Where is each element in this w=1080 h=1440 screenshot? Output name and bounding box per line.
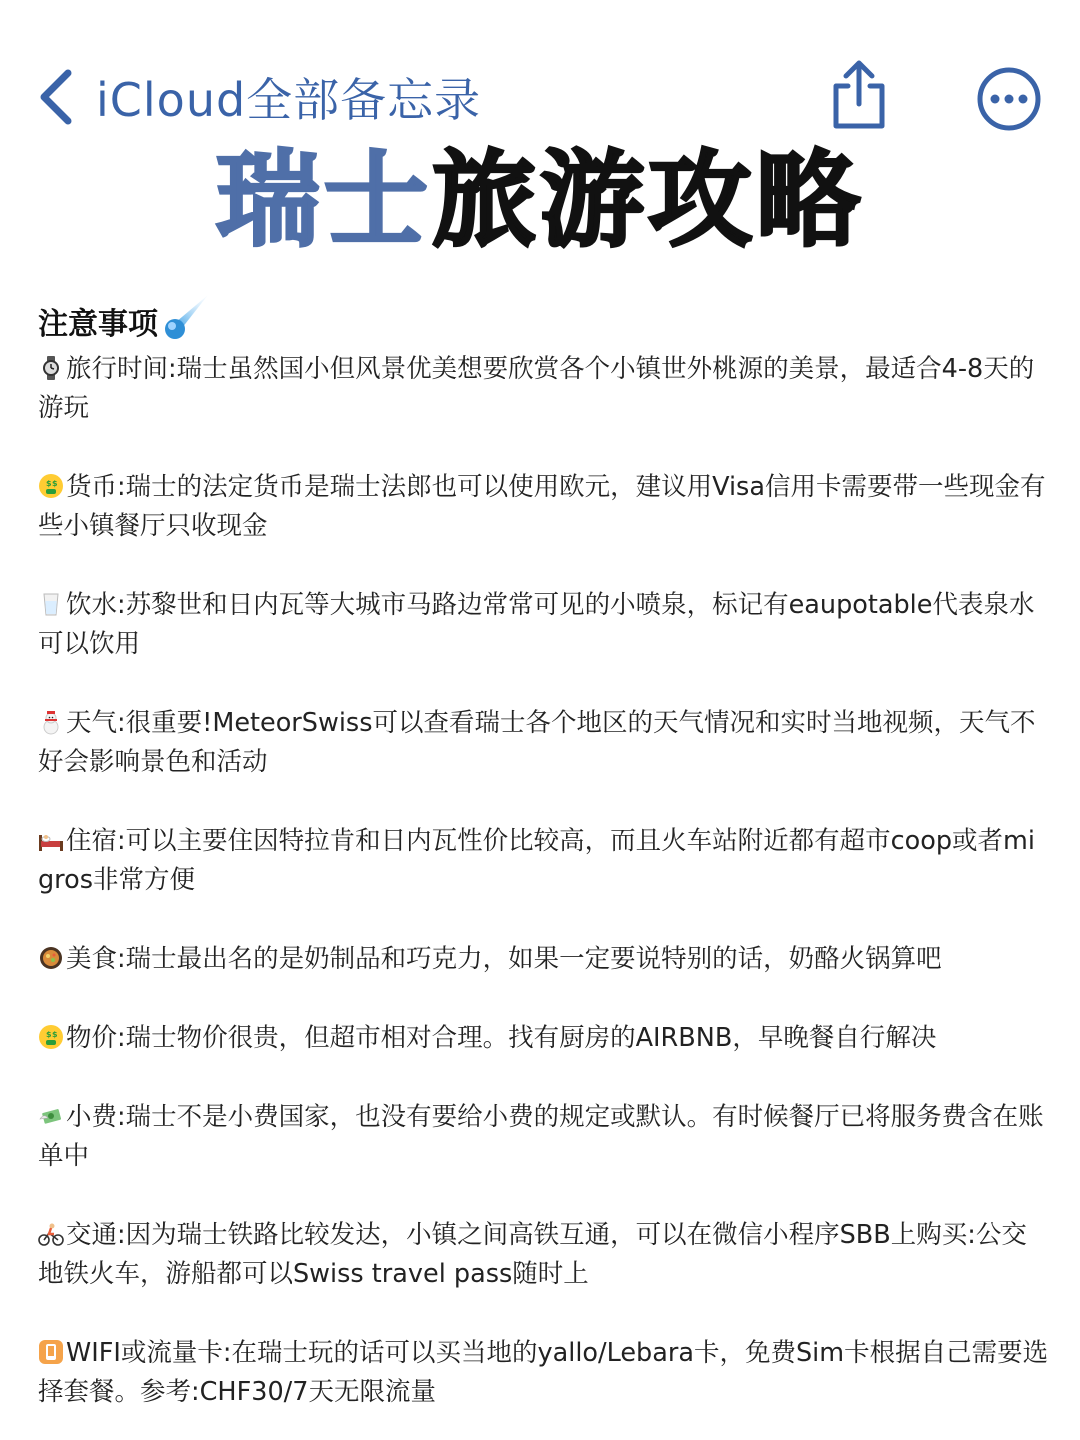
list-item-currency [38,468,1050,546]
list-item-text: 住宿:可以主要住因特拉肯和日内瓦性价比较高，而且火车站附近都有超市coop或者migros非常方便 [38,826,1035,895]
ellipsis-circle-icon [976,66,1042,132]
list-item-travel-time [38,350,1050,428]
share-button[interactable] [826,58,892,132]
section-heading [38,300,1050,350]
list-item-transport [38,1216,1050,1294]
list-item-food [38,940,1050,979]
list-item-text: 美食:瑞士最出名的是奶制品和巧克力，如果一定要说特别的话，奶酪火锅算吧 [66,944,942,974]
svg-text:$: $ [52,479,58,488]
share-icon [826,58,892,132]
list-item-text: 交通:因为瑞士铁路比较发达，小镇之间高铁互通，可以在微信小程序SBB上购买:公交地铁火车，游船都可以Swiss travel pass随时上 [38,1220,1027,1289]
list-item-weather [38,704,1050,782]
list-item-accommodation [38,822,1050,900]
title-part-blue: 瑞士 [215,139,432,261]
snowman-icon [38,709,64,735]
list-item-water [38,586,1050,664]
list-item-tips [38,1098,1050,1176]
title-part-black: 旅游攻略 [432,139,865,261]
svg-text:$: $ [52,1030,58,1039]
back-button[interactable] [38,62,481,132]
navigation-bar [0,0,1080,150]
list-item-text: 小费:瑞士不是小费国家，也没有要给小费的规定或默认。有时候餐厅已将服务费含在账单中 [38,1102,1044,1171]
svg-text:$: $ [46,1030,52,1039]
comet-icon [162,292,212,358]
cyclist-icon [38,1221,64,1247]
section-heading-text: 注意事项 [38,307,158,342]
more-options-button[interactable] [976,66,1042,132]
list-item-text: 旅行时间:瑞士虽然国小但风景优美想要欣赏各个小镇世外桃源的美景，最适合4-8天的游玩 [38,354,1035,423]
list-item-text: 饮水:苏黎世和日内瓦等大城市马路边常常可见的小喷泉，标记有eaupotable代表泉水可以饮用 [38,590,1035,659]
chevron-left-icon [38,69,74,125]
bed-icon [38,827,64,853]
back-label: iCloud全部备忘录 [96,73,482,127]
list-item-text: 物价:瑞士物价很贵，但超市相对合理。找有厨房的AIRBNB，早晚餐自行解决 [66,1023,937,1053]
money-face-icon [38,473,64,499]
note-content[interactable] [38,300,1050,1440]
food-pan-icon [38,945,64,971]
watch-icon [38,355,64,381]
svg-text:$: $ [46,479,52,488]
money-face-icon [38,1024,64,1050]
list-item-text: WIFI或流量卡:在瑞士玩的话可以买当地的yallo/Lebara卡，免费Sim卡根据自己需要选择套餐。参考:CHF30/7天无限流量 [38,1338,1049,1407]
water-glass-icon [38,591,64,617]
money-wings-icon [38,1103,64,1129]
list-item-text: 货币:瑞士的法定货币是瑞士法郎也可以使用欧元，建议用Visa信用卡需要带一些现金有些小镇餐厅只收现金 [38,472,1046,541]
page-title [0,140,1080,260]
list-item-text: 天气:很重要!MeteorSwiss可以查看瑞士各个地区的天气情况和实时当地视频，天气不好会影响景色和活动 [38,708,1036,777]
list-item-wifi [38,1334,1050,1412]
list-item-prices [38,1019,1050,1058]
mobile-phone-icon [38,1339,64,1365]
